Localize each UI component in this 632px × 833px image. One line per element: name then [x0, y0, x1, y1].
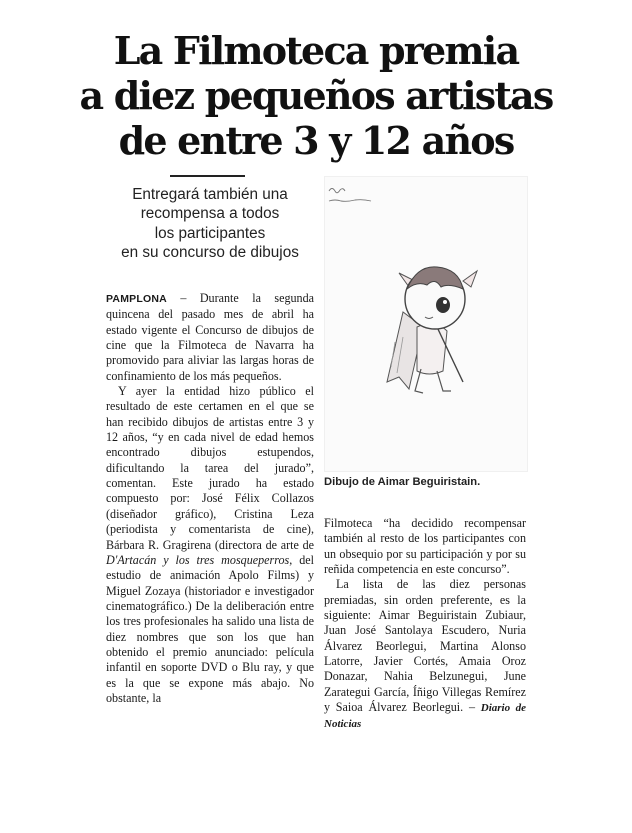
- article-column-left: [106, 291, 314, 706]
- paragraph-4-text: La lista de las diez personas premiadas, sin orden preferente, es la siguiente: Aimar Beguiristain Zubiaur, Juan José Santolaya Escudero, Nuria Álvarez Beorlegui, Martina Alonso Latorre, Javier Cortés, Amaia Oroz Donazar, Nahia Belzunegui, June Zarategui García, Íñigo Villegas Remírez y Saioa Álvarez Beorlegui. –: [324, 577, 526, 715]
- image-caption: Dibujo de Aimar Beguiristain.: [324, 476, 481, 488]
- divider-rule: [170, 175, 245, 177]
- paragraph-2-end: , del estudio de animación Apolo Films) y Miguel Zozaya (historiador e investigador cinematográfico.) De la deliberación entre los tres profesionales ha salido una lista de diez nombres que son los que han obtenido el premio anunciado: película infantil en soporte DVD o Blu ray, y que es la que se expone más abajo. No obstante, la: [106, 552, 314, 705]
- headline-line-3: de entre 3 y 12 años: [118, 118, 514, 163]
- drawing-image: [324, 176, 528, 472]
- dateline: PAMPLONA: [106, 293, 167, 305]
- headline: [40, 28, 592, 163]
- child-drawing: [325, 177, 527, 471]
- article-paragraph-3: Filmoteca “ha decidido recompensar también al resto de los participantes con un obsequio por su participación y por su reñida competencia en este concurso”.: [324, 516, 526, 577]
- character-eye: [436, 297, 450, 313]
- subheadline-line-4: en su concurso de dibujos: [121, 244, 299, 262]
- character-body: [417, 324, 447, 374]
- subheadline: [106, 185, 314, 263]
- article-column-right: [324, 516, 526, 733]
- subheadline-line-1: Entregará también una: [132, 186, 288, 203]
- source-credit-name: Diario de Noticias: [324, 702, 526, 731]
- paragraph-1-text: – Durante la segunda quincena del pasado mes de abril ha estado vigente el Concurso de dibujos de cine que la Filmoteca de Navarra ha promovido para aliviar las largas horas de confinamiento de los más pequeños.: [106, 291, 314, 383]
- headline-line-2: a diez pequeños artistas: [79, 73, 553, 118]
- article-paragraph-4: [324, 577, 526, 732]
- paragraph-2-text: Y ayer la entidad hizo público el resultado de este certamen en el que se han recibido dibujos de artistas entre 3 y 12 años, “y en cada nivel de edad hemos encontrado dibujos estupendos, dificultando la tarea del jurado”, comentan. Este jurado ha estado compuesto por: José Félix Collazos (diseñador gráfico), Cristina Leza (periodista y comentarista de cine), Bárbara R. Gragirena (directora de arte de: [106, 384, 314, 552]
- subheadline-line-2: recompensa a todos: [140, 205, 280, 223]
- subheadline-line-3: los participantes: [154, 224, 266, 242]
- film-title: D'Artacán y los tres mosqueperros: [106, 552, 290, 567]
- eye-highlight: [443, 300, 447, 304]
- handwriting-scribble: [329, 189, 371, 202]
- article-paragraph-1: [106, 291, 314, 384]
- article-paragraph-2: [106, 384, 314, 706]
- headline-line-1: La Filmoteca premia: [113, 28, 519, 73]
